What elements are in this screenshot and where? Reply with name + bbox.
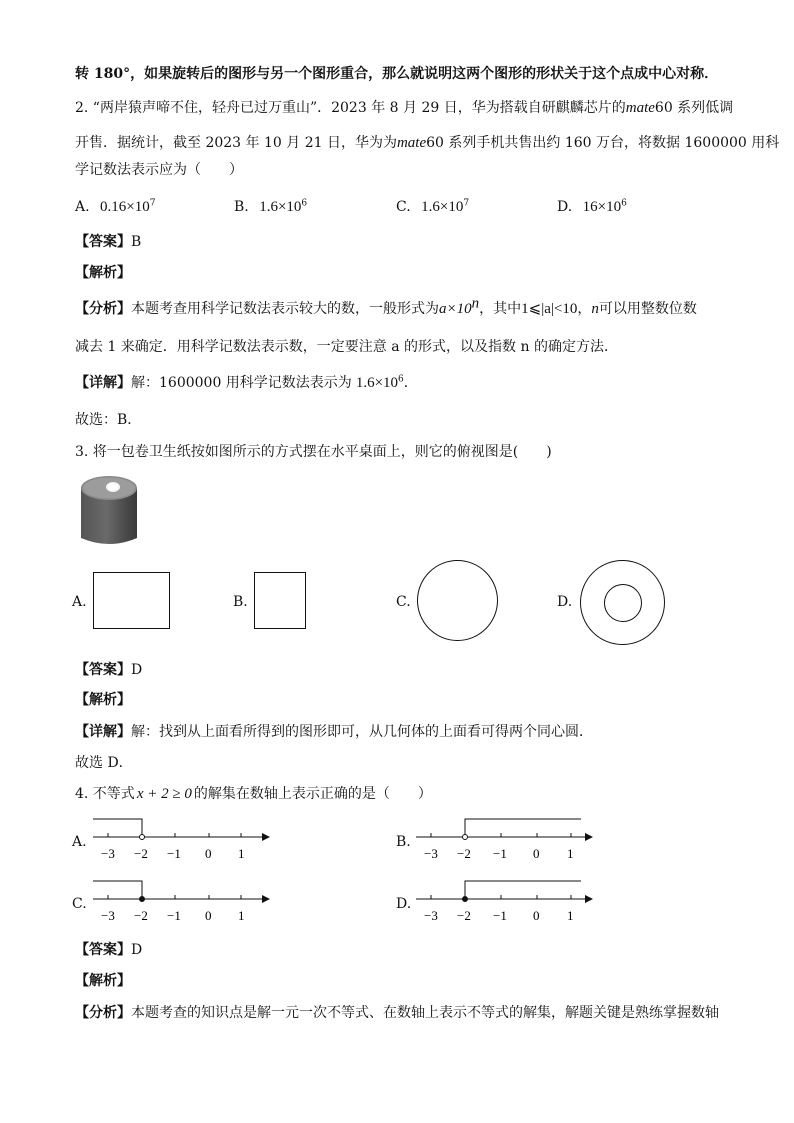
continued-text-line: 转 180°，如果旋转后的图形与另一个图形重合，那么就说明这两个图形的形状关于这个点成中心对称． — [75, 66, 719, 82]
q2-option-a[interactable]: A. $0.16\times 10^7$ — [75, 198, 156, 215]
q3-stem: 3. 将一包卷卫生纸按如图所示的方式摆在水平桌面上，则它的俯视图是( ) — [75, 444, 552, 460]
tick-label: 1 — [238, 846, 245, 861]
tick-label: 1 — [567, 908, 574, 923]
tick-label: −1 — [493, 908, 507, 923]
q4-answer-line: 【答案】D — [75, 942, 143, 958]
q4-option-c-numberline[interactable] — [90, 874, 270, 926]
q2-fenxi-line-1: 【分析】本题考查用科学记数法表示较大的数，一般形式为$a\times 10^n$，其中1⩽|a|<10，n可以用整数位数 — [75, 295, 697, 317]
tick-label: −3 — [101, 908, 115, 923]
q4-option-b-numberline[interactable] — [413, 812, 593, 864]
tick-label: −2 — [134, 846, 148, 861]
q3-option-c-label[interactable]: C. — [396, 594, 411, 610]
q2-stem-line-1: 2. “两岸猿声啼不住，轻舟已过万重山”．2023 年 8 月 29 日，华为搭载自研麒麟芯片的mate60 系列低调 — [75, 100, 734, 116]
q2-option-c[interactable]: C. $1.6\times 10^7$ — [396, 198, 470, 215]
tick-label: −3 — [424, 846, 438, 861]
q4-option-d-numberline[interactable] — [413, 874, 593, 926]
tick-label: −2 — [457, 846, 471, 861]
tick-label: −1 — [167, 846, 181, 861]
tick-label: −2 — [457, 908, 471, 923]
q4-option-a-label[interactable]: A. — [72, 834, 87, 850]
q2-option-b[interactable]: B. $1.6\times 10^6$ — [234, 198, 308, 215]
tick-label: 0 — [533, 908, 540, 923]
q3-option-d-inner-circle — [604, 584, 642, 622]
tick-label: −3 — [424, 908, 438, 923]
q3-option-b-label[interactable]: B. — [233, 594, 248, 610]
q2-choose-line: 故选：B． — [75, 412, 142, 428]
q3-answer-line: 【答案】D — [75, 662, 143, 678]
q2-detail-line: 【详解】解：1600000 用科学记数法表示为 $1.6\times 10^6$． — [75, 374, 418, 391]
q2-fenxi-line-2: 减去 1 来确定．用科学记数法表示数，一定要注意 a 的形式，以及指数 n 的确定方法． — [75, 339, 618, 355]
q3-option-a-label[interactable]: A. — [72, 594, 87, 610]
tick-label: 0 — [205, 846, 212, 861]
q4-analysis-tag: 【解析】 — [75, 973, 131, 989]
tick-label: −1 — [167, 908, 181, 923]
q4-option-a-numberline[interactable] — [90, 812, 270, 864]
q3-option-d-label[interactable]: D. — [557, 594, 573, 610]
q4-option-b-label[interactable]: B. — [396, 834, 411, 850]
q2-stem-line-2: 开售．据统计，截至 2023 年 10 月 21 日，华为为mate60 系列手机共售出约 160 万台，将数据 1600000 用科 — [75, 135, 780, 151]
q4-option-d-label[interactable]: D. — [396, 896, 412, 912]
tick-label: 0 — [205, 908, 212, 923]
q2-stem-line-3: 学记数法表示应为（ ） — [75, 162, 243, 178]
q3-choose-line: 故选 D． — [75, 755, 133, 771]
q3-option-a-rectangle[interactable] — [93, 572, 170, 629]
q4-fenxi-line: 【分析】本题考查的知识点是解一元一次不等式、在数轴上表示不等式的解集，解题关键是熟练掌握数轴 — [75, 1005, 719, 1021]
q2-analysis-tag: 【解析】 — [75, 265, 131, 281]
q3-detail-line: 【详解】解：找到从上面看所得到的图形即可，从几何体的上面看可得两个同心圆． — [75, 724, 593, 740]
toilet-paper-roll-image — [77, 472, 141, 548]
tick-label: −3 — [101, 846, 115, 861]
q4-option-c-label[interactable]: C. — [72, 896, 87, 912]
tick-label: 1 — [567, 846, 574, 861]
tick-label: −2 — [134, 908, 148, 923]
q2-answer-line: 【答案】B — [75, 234, 142, 250]
tick-label: 0 — [533, 846, 540, 861]
tick-label: 1 — [238, 908, 245, 923]
q3-option-c-circle[interactable] — [417, 560, 498, 641]
q3-option-b-square[interactable] — [254, 572, 306, 629]
q3-analysis-tag: 【解析】 — [75, 692, 131, 708]
q2-option-d[interactable]: D. $16\times 10^6$ — [557, 198, 627, 215]
q4-stem: 4. 不等式 x + 2 ≥ 0 的解集在数轴上表示正确的是（ ） — [75, 786, 432, 802]
tick-label: −1 — [493, 846, 507, 861]
